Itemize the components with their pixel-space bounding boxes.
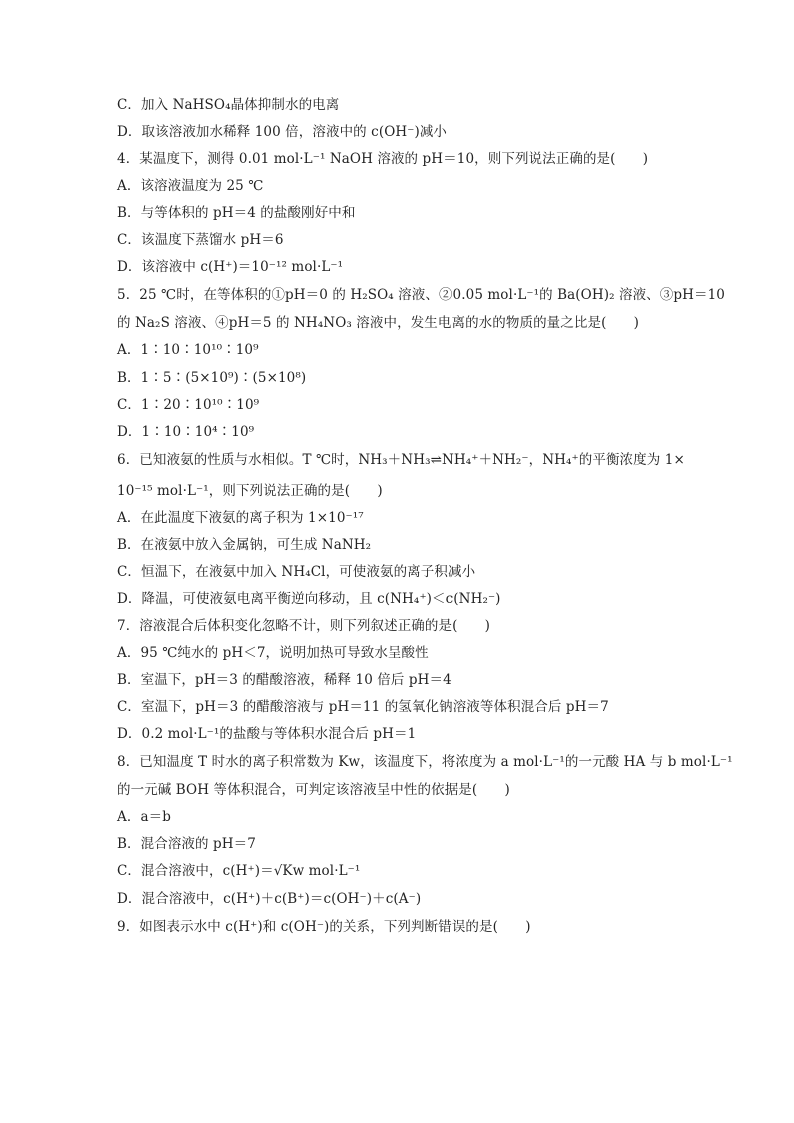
question-line: 4．某温度下，测得 0.01 mol·L⁻¹ NaOH 溶液的 pH＝10，则下列说法正确的是( ) [117, 151, 649, 167]
option-line: D．1∶10∶10⁴∶10⁹ [117, 424, 255, 440]
question-line: 的 Na₂S 溶液、④pH＝5 的 NH₄NO₃ 溶液中，发生电离的水的物质的量之比是( ) [117, 315, 640, 331]
question-line: 的一元碱 BOH 等体积混合，可判定该溶液呈中性的依据是( ) [117, 782, 510, 798]
option-line: B．在液氨中放入金属钠，可生成 NaNH₂ [117, 537, 372, 553]
option-line: B．混合溶液的 pH＝7 [117, 836, 256, 852]
question-line: 10⁻¹⁵ mol·L⁻¹，则下列说法正确的是( ) [117, 483, 383, 499]
question-line: 8．已知温度 T 时水的离子积常数为 Kw，该温度下，将浓度为 a mol·L⁻¹的一元酸 HA 与 b mol·L⁻¹ [117, 754, 733, 770]
question-line: 7．溶液混合后体积变化忽略不计，则下列叙述正确的是( ) [117, 618, 491, 634]
option-line: B．与等体积的 pH＝4 的盐酸刚好中和 [117, 205, 356, 221]
option-line: A．在此温度下液氨的离子积为 1×10⁻¹⁷ [117, 510, 364, 526]
option-line: D．该溶液中 c(H⁺)＝10⁻¹² mol·L⁻¹ [117, 259, 344, 275]
option-line: D．混合溶液中，c(H⁺)＋c(B⁺)＝c(OH⁻)＋c(A⁻) [117, 891, 422, 907]
option-line: C．混合溶液中，c(H⁺)＝√Kw mol·L⁻¹ [117, 863, 361, 879]
option-line: C．恒温下，在液氨中加入 NH₄Cl，可使液氨的离子积减小 [117, 564, 476, 580]
option-line: D．0.2 mol·L⁻¹的盐酸与等体积水混合后 pH＝1 [117, 726, 417, 742]
option-line: D．降温，可使液氨电离平衡逆向移动，且 c(NH₄⁺)＜c(NH₂⁻) [117, 591, 501, 607]
option-line: C．室温下，pH＝3 的醋酸溶液与 pH＝11 的氢氧化钠溶液等体积混合后 pH＝7 [117, 699, 609, 715]
option-line: B．室温下，pH＝3 的醋酸溶液，稀释 10 倍后 pH＝4 [117, 672, 452, 688]
option-line: A．1∶10∶10¹⁰∶10⁹ [117, 342, 259, 358]
option-line: B．1∶5∶(5×10⁹)∶(5×10⁸) [117, 370, 307, 386]
option-line: C．该温度下蒸馏水 pH＝6 [117, 232, 284, 248]
option-line: A．该溶液温度为 25 ℃ [117, 178, 264, 194]
question-line: 6．已知液氨的性质与水相似。T ℃时，NH₃＋NH₃⇌NH₄⁺＋NH₂⁻，NH₄⁺的平衡浓度为 1× [117, 452, 685, 468]
option-line: C．加入 NaHSO₄晶体抑制水的电离 [117, 97, 340, 113]
question-line: 5．25 ℃时，在等体积的①pH＝0 的 H₂SO₄ 溶液、②0.05 mol·L⁻¹的 Ba(OH)₂ 溶液、③pH＝10 [117, 287, 725, 303]
option-line: A．a＝b [117, 809, 171, 825]
option-line: C．1∶20∶10¹⁰∶10⁹ [117, 397, 260, 413]
option-line: D．取该溶液加水稀释 100 倍，溶液中的 c(OH⁻)减小 [117, 124, 448, 140]
option-line: A．95 ℃纯水的 pH＜7，说明加热可导致水呈酸性 [117, 645, 429, 661]
question-line: 9．如图表示水中 c(H⁺)和 c(OH⁻)的关系，下列判断错误的是( ) [117, 919, 531, 935]
